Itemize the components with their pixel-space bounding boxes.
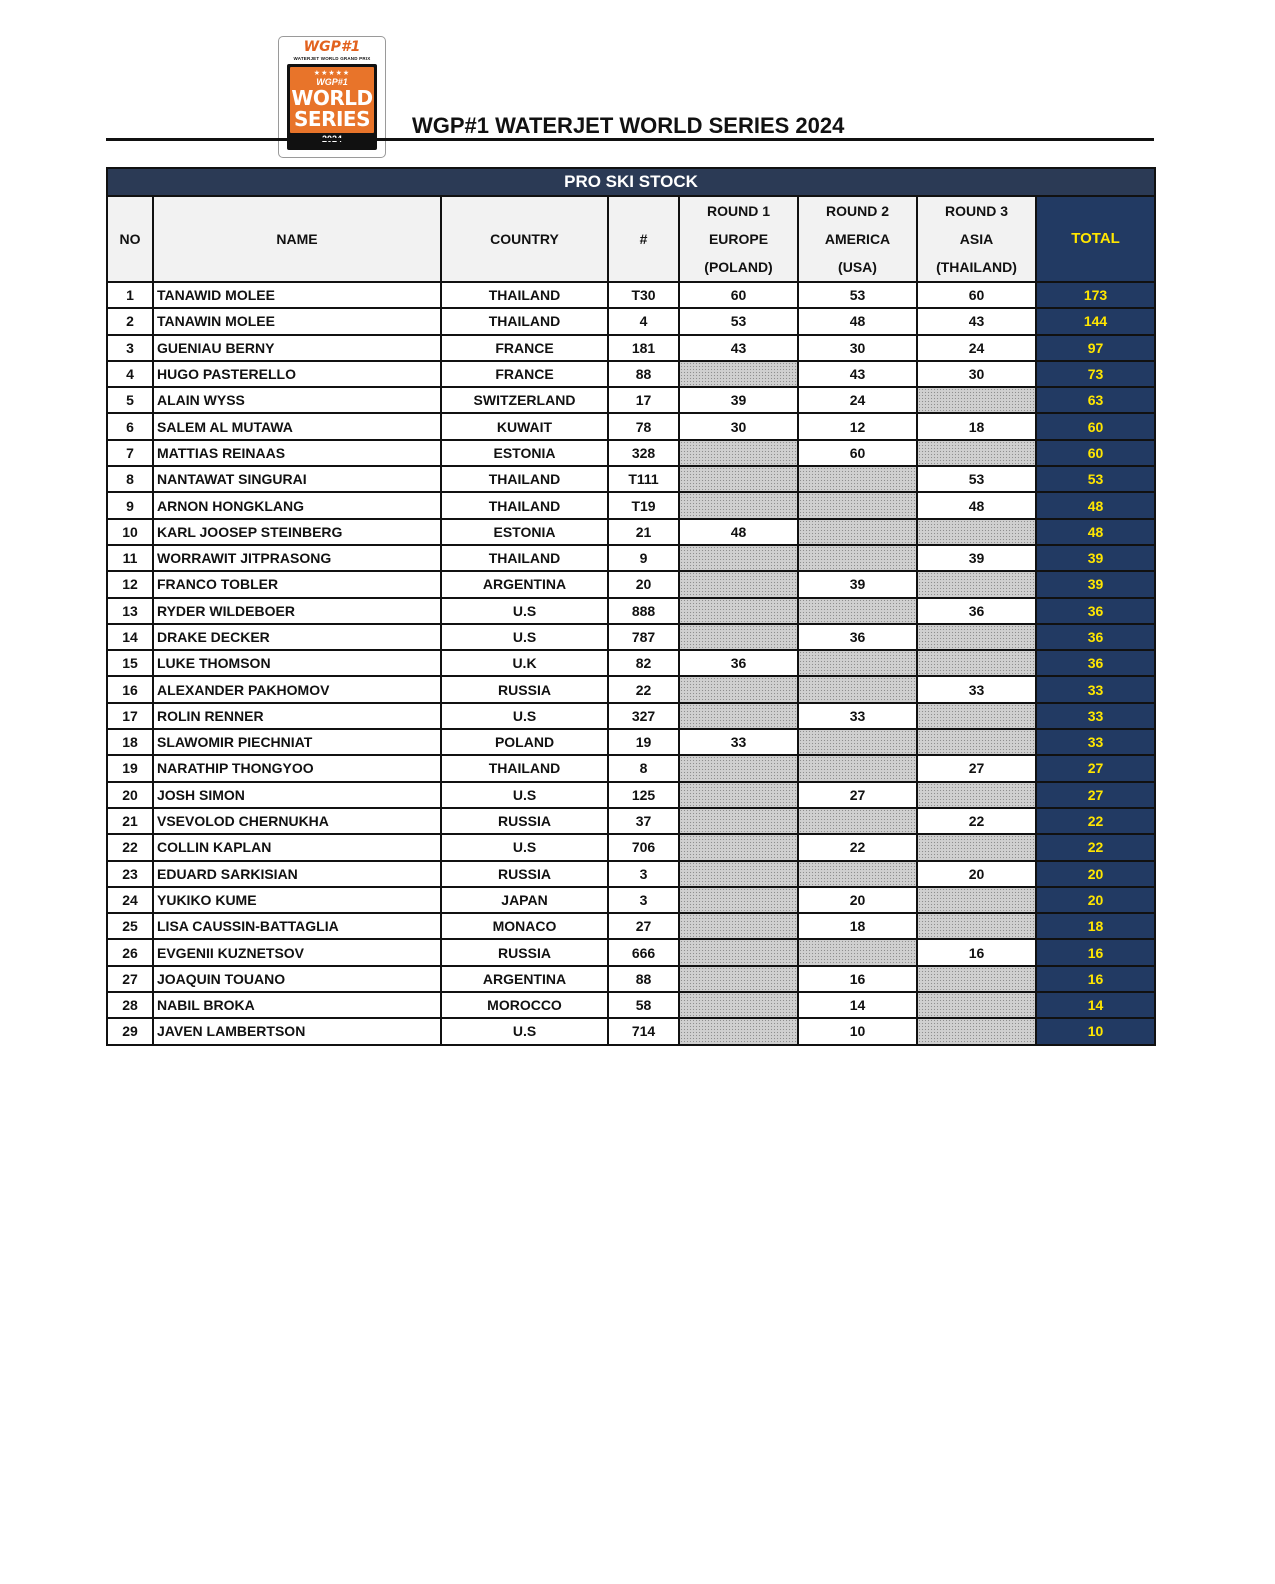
cell-race-number: 17 — [608, 387, 679, 413]
cell-round1-points — [679, 703, 798, 729]
logo-series-text: SERIES — [294, 107, 370, 131]
cell-country: THAILAND — [441, 492, 608, 518]
cell-rider-name: EVGENII KUZNETSOV — [153, 939, 441, 965]
cell-rider-name: VSEVOLOD CHERNUKHA — [153, 808, 441, 834]
cell-country: U.S — [441, 703, 608, 729]
logo-subtext: WATERJET WORLD GRAND PRIX — [293, 56, 371, 61]
cell-rider-name: LUKE THOMSON — [153, 650, 441, 676]
cell-round2-points: 16 — [798, 966, 917, 992]
table-row — [107, 913, 1155, 939]
table-row — [107, 1018, 1155, 1044]
cell-race-number: 78 — [608, 413, 679, 439]
cell-total-points: 33 — [1036, 703, 1155, 729]
cell-race-number: 22 — [608, 676, 679, 702]
cell-race-number: 327 — [608, 703, 679, 729]
header-name: NAME — [153, 196, 441, 282]
cell-position: 9 — [107, 492, 153, 518]
cell-race-number: 88 — [608, 361, 679, 387]
logo-world-text: WORLD — [291, 86, 373, 110]
header-round3-line3: (THAILAND) — [936, 259, 1017, 275]
cell-country: U.S — [441, 1018, 608, 1044]
header-round3 — [917, 196, 1036, 282]
cell-total-points: 36 — [1036, 650, 1155, 676]
cell-country: RUSSIA — [441, 676, 608, 702]
cell-round1-points — [679, 808, 798, 834]
cell-rider-name: RYDER WILDEBOER — [153, 598, 441, 624]
cell-rider-name: JOSH SIMON — [153, 782, 441, 808]
cell-round3-points — [917, 571, 1036, 597]
cell-country: ARGENTINA — [441, 571, 608, 597]
header-number: # — [608, 196, 679, 282]
cell-round1-points — [679, 887, 798, 913]
cell-rider-name: GUENIAU BERNY — [153, 335, 441, 361]
cell-country: ESTONIA — [441, 519, 608, 545]
cell-round3-points: 39 — [917, 545, 1036, 571]
cell-total-points: 27 — [1036, 755, 1155, 781]
cell-round1-points — [679, 571, 798, 597]
title-rule — [106, 138, 1154, 141]
cell-position: 10 — [107, 519, 153, 545]
cell-rider-name: ALEXANDER PAKHOMOV — [153, 676, 441, 702]
cell-race-number: 888 — [608, 598, 679, 624]
cell-round2-points — [798, 519, 917, 545]
table-row — [107, 650, 1155, 676]
cell-total-points: 22 — [1036, 834, 1155, 860]
cell-position: 23 — [107, 861, 153, 887]
cell-round3-points — [917, 387, 1036, 413]
standings-body — [107, 282, 1155, 1045]
cell-race-number: T19 — [608, 492, 679, 518]
header-round2-line2: AMERICA — [824, 231, 891, 247]
header-round1 — [679, 196, 798, 282]
cell-position: 17 — [107, 703, 153, 729]
table-row — [107, 413, 1155, 439]
cell-round3-points — [917, 729, 1036, 755]
cell-round2-points — [798, 676, 917, 702]
cell-round2-points: 30 — [798, 335, 917, 361]
logo-orange-panel — [290, 67, 374, 133]
cell-country: RUSSIA — [441, 939, 608, 965]
cell-position: 29 — [107, 1018, 153, 1044]
cell-round2-points — [798, 755, 917, 781]
cell-round3-points: 33 — [917, 676, 1036, 702]
cell-country: THAILAND — [441, 308, 608, 334]
cell-round3-points — [917, 913, 1036, 939]
cell-rider-name: HUGO PASTERELLO — [153, 361, 441, 387]
cell-round1-points — [679, 966, 798, 992]
cell-country: THAILAND — [441, 466, 608, 492]
cell-position: 28 — [107, 992, 153, 1018]
cell-round1-points: 33 — [679, 729, 798, 755]
cell-country: SWITZERLAND — [441, 387, 608, 413]
cell-country: THAILAND — [441, 282, 608, 308]
cell-total-points: 73 — [1036, 361, 1155, 387]
cell-country: MONACO — [441, 913, 608, 939]
cell-round2-points — [798, 939, 917, 965]
cell-race-number: 4 — [608, 308, 679, 334]
cell-round3-points: 22 — [917, 808, 1036, 834]
cell-rider-name: YUKIKO KUME — [153, 887, 441, 913]
cell-round1-points — [679, 440, 798, 466]
cell-round3-points — [917, 834, 1036, 860]
cell-round3-points: 24 — [917, 335, 1036, 361]
table-row — [107, 598, 1155, 624]
cell-country: U.S — [441, 624, 608, 650]
cell-round1-points — [679, 624, 798, 650]
cell-round3-points: 48 — [917, 492, 1036, 518]
header-round3-line1: ROUND 3 — [944, 203, 1008, 219]
table-row — [107, 440, 1155, 466]
cell-total-points: 16 — [1036, 966, 1155, 992]
cell-round2-points: 39 — [798, 571, 917, 597]
cell-position: 15 — [107, 650, 153, 676]
cell-total-points: 173 — [1036, 282, 1155, 308]
cell-country: ESTONIA — [441, 440, 608, 466]
cell-rider-name: TANAWIN MOLEE — [153, 308, 441, 334]
cell-round1-points — [679, 834, 798, 860]
cell-round2-points: 12 — [798, 413, 917, 439]
cell-total-points: 36 — [1036, 624, 1155, 650]
header-round3-line2: ASIA — [959, 231, 994, 247]
cell-total-points: 33 — [1036, 729, 1155, 755]
cell-total-points: 39 — [1036, 571, 1155, 597]
cell-rider-name: JAVEN LAMBERTSON — [153, 1018, 441, 1044]
cell-round2-points — [798, 598, 917, 624]
cell-round2-points: 20 — [798, 887, 917, 913]
cell-round3-points — [917, 624, 1036, 650]
cell-round2-points: 43 — [798, 361, 917, 387]
cell-round3-points — [917, 966, 1036, 992]
class-banner-row — [107, 168, 1155, 196]
cell-race-number: T111 — [608, 466, 679, 492]
cell-position: 27 — [107, 966, 153, 992]
cell-rider-name: NARATHIP THONGYOO — [153, 755, 441, 781]
cell-race-number: 787 — [608, 624, 679, 650]
table-row — [107, 624, 1155, 650]
table-row — [107, 755, 1155, 781]
cell-rider-name: MATTIAS REINAAS — [153, 440, 441, 466]
cell-country: THAILAND — [441, 755, 608, 781]
header-round2-line3: (USA) — [838, 259, 877, 275]
cell-position: 25 — [107, 913, 153, 939]
cell-round1-points — [679, 992, 798, 1018]
cell-round1-points — [679, 545, 798, 571]
cell-round1-points: 36 — [679, 650, 798, 676]
logo-mini-text: WGP#1 — [316, 77, 348, 87]
cell-rider-name: LISA CAUSSIN-BATTAGLIA — [153, 913, 441, 939]
cell-position: 4 — [107, 361, 153, 387]
header-round2-line1: ROUND 2 — [825, 203, 889, 219]
cell-position: 1 — [107, 282, 153, 308]
cell-country: RUSSIA — [441, 808, 608, 834]
cell-rider-name: DRAKE DECKER — [153, 624, 441, 650]
cell-round3-points — [917, 440, 1036, 466]
cell-rider-name: COLLIN KAPLAN — [153, 834, 441, 860]
cell-country: ARGENTINA — [441, 966, 608, 992]
cell-rider-name: NABIL BROKA — [153, 992, 441, 1018]
cell-rider-name: ALAIN WYSS — [153, 387, 441, 413]
cell-round2-points — [798, 729, 917, 755]
cell-race-number: 125 — [608, 782, 679, 808]
cell-race-number: 82 — [608, 650, 679, 676]
cell-round1-points: 48 — [679, 519, 798, 545]
cell-round2-points — [798, 466, 917, 492]
cell-total-points: 48 — [1036, 492, 1155, 518]
cell-round3-points — [917, 519, 1036, 545]
cell-position: 16 — [107, 676, 153, 702]
wgp-mark — [287, 41, 377, 61]
cell-round1-points: 43 — [679, 335, 798, 361]
cell-rider-name: FRANCO TOBLER — [153, 571, 441, 597]
table-row — [107, 492, 1155, 518]
cell-country: U.S — [441, 782, 608, 808]
cell-round1-points — [679, 755, 798, 781]
table-row — [107, 676, 1155, 702]
cell-round2-points: 10 — [798, 1018, 917, 1044]
cell-race-number: 21 — [608, 519, 679, 545]
cell-rider-name: ROLIN RENNER — [153, 703, 441, 729]
cell-round3-points — [917, 992, 1036, 1018]
cell-round2-points: 53 — [798, 282, 917, 308]
cell-total-points: 63 — [1036, 387, 1155, 413]
cell-position: 6 — [107, 413, 153, 439]
cell-round3-points: 27 — [917, 755, 1036, 781]
cell-race-number: T30 — [608, 282, 679, 308]
cell-round1-points — [679, 492, 798, 518]
cell-rider-name: TANAWID MOLEE — [153, 282, 441, 308]
table-row — [107, 808, 1155, 834]
header-round1-line2: EUROPE — [708, 231, 769, 247]
cell-country: U.S — [441, 598, 608, 624]
cell-total-points: 39 — [1036, 545, 1155, 571]
cell-rider-name: SLAWOMIR PIECHNIAT — [153, 729, 441, 755]
cell-round3-points: 20 — [917, 861, 1036, 887]
cell-round3-points — [917, 1018, 1036, 1044]
cell-round3-points — [917, 703, 1036, 729]
cell-round1-points: 30 — [679, 413, 798, 439]
page-title: WGP#1 WATERJET WORLD SERIES 2024 — [412, 113, 845, 138]
cell-round2-points: 36 — [798, 624, 917, 650]
cell-round2-points: 27 — [798, 782, 917, 808]
cell-round2-points — [798, 808, 917, 834]
cell-rider-name: WORRAWIT JITPRASONG — [153, 545, 441, 571]
cell-total-points: 144 — [1036, 308, 1155, 334]
table-row — [107, 939, 1155, 965]
cell-round2-points — [798, 861, 917, 887]
cell-round3-points — [917, 650, 1036, 676]
cell-round3-points — [917, 887, 1036, 913]
cell-position: 19 — [107, 755, 153, 781]
cell-total-points: 97 — [1036, 335, 1155, 361]
cell-country: U.K — [441, 650, 608, 676]
cell-round1-points — [679, 361, 798, 387]
cell-position: 3 — [107, 335, 153, 361]
cell-round3-points — [917, 782, 1036, 808]
cell-total-points: 48 — [1036, 519, 1155, 545]
header-round2 — [798, 196, 917, 282]
cell-round2-points: 33 — [798, 703, 917, 729]
cell-round3-points: 36 — [917, 598, 1036, 624]
cell-total-points: 20 — [1036, 887, 1155, 913]
cell-round2-points: 48 — [798, 308, 917, 334]
cell-round3-points: 43 — [917, 308, 1036, 334]
cell-position: 21 — [107, 808, 153, 834]
cell-round2-points: 18 — [798, 913, 917, 939]
cell-total-points: 22 — [1036, 808, 1155, 834]
cell-total-points: 33 — [1036, 676, 1155, 702]
table-row — [107, 861, 1155, 887]
cell-round1-points: 53 — [679, 308, 798, 334]
cell-position: 20 — [107, 782, 153, 808]
table-row — [107, 466, 1155, 492]
cell-country: MOROCCO — [441, 992, 608, 1018]
cell-country: FRANCE — [441, 335, 608, 361]
cell-country: KUWAIT — [441, 413, 608, 439]
cell-round1-points — [679, 676, 798, 702]
cell-round1-points — [679, 1018, 798, 1044]
cell-total-points: 16 — [1036, 939, 1155, 965]
cell-round2-points: 24 — [798, 387, 917, 413]
cell-round3-points: 30 — [917, 361, 1036, 387]
cell-round2-points: 14 — [798, 992, 917, 1018]
cell-rider-name: EDUARD SARKISIAN — [153, 861, 441, 887]
cell-round3-points: 16 — [917, 939, 1036, 965]
cell-country: RUSSIA — [441, 861, 608, 887]
table-row — [107, 703, 1155, 729]
cell-total-points: 60 — [1036, 440, 1155, 466]
cell-rider-name: NANTAWAT SINGURAI — [153, 466, 441, 492]
cell-race-number: 58 — [608, 992, 679, 1018]
cell-round1-points — [679, 466, 798, 492]
cell-position: 14 — [107, 624, 153, 650]
cell-position: 22 — [107, 834, 153, 860]
cell-round2-points: 22 — [798, 834, 917, 860]
cell-race-number: 8 — [608, 755, 679, 781]
cell-rider-name: KARL JOOSEP STEINBERG — [153, 519, 441, 545]
cell-position: 18 — [107, 729, 153, 755]
cell-country: THAILAND — [441, 545, 608, 571]
table-row — [107, 966, 1155, 992]
class-title: PRO SKI STOCK — [107, 168, 1155, 196]
cell-round1-points — [679, 913, 798, 939]
cell-round1-points — [679, 861, 798, 887]
cell-race-number: 714 — [608, 1018, 679, 1044]
header-total: TOTAL — [1036, 196, 1155, 282]
cell-position: 8 — [107, 466, 153, 492]
cell-total-points: 60 — [1036, 413, 1155, 439]
header-no: NO — [107, 196, 153, 282]
cell-race-number: 181 — [608, 335, 679, 361]
table-row — [107, 729, 1155, 755]
cell-race-number: 3 — [608, 861, 679, 887]
cell-race-number: 666 — [608, 939, 679, 965]
cell-total-points: 14 — [1036, 992, 1155, 1018]
table-row — [107, 992, 1155, 1018]
cell-race-number: 706 — [608, 834, 679, 860]
cell-race-number: 20 — [608, 571, 679, 597]
cell-position: 12 — [107, 571, 153, 597]
cell-race-number: 328 — [608, 440, 679, 466]
cell-country: JAPAN — [441, 887, 608, 913]
header-round1-line1: ROUND 1 — [706, 203, 770, 219]
cell-round3-points: 53 — [917, 466, 1036, 492]
cell-total-points: 10 — [1036, 1018, 1155, 1044]
standings-table — [106, 167, 1156, 1046]
cell-total-points: 53 — [1036, 466, 1155, 492]
cell-country: FRANCE — [441, 361, 608, 387]
cell-round3-points: 18 — [917, 413, 1036, 439]
cell-country: U.S — [441, 834, 608, 860]
table-row — [107, 308, 1155, 334]
cell-race-number: 19 — [608, 729, 679, 755]
cell-race-number: 27 — [608, 913, 679, 939]
cell-position: 11 — [107, 545, 153, 571]
cell-position: 26 — [107, 939, 153, 965]
cell-total-points: 20 — [1036, 861, 1155, 887]
table-row — [107, 335, 1155, 361]
cell-round2-points: 60 — [798, 440, 917, 466]
table-row — [107, 834, 1155, 860]
table-row — [107, 519, 1155, 545]
cell-total-points: 18 — [1036, 913, 1155, 939]
header-row — [107, 196, 1155, 282]
cell-round2-points — [798, 492, 917, 518]
cell-round1-points — [679, 939, 798, 965]
table-row — [107, 387, 1155, 413]
cell-round3-points: 60 — [917, 282, 1036, 308]
logo-stars: ★★★★★ — [313, 70, 351, 77]
cell-country: POLAND — [441, 729, 608, 755]
cell-round1-points: 60 — [679, 282, 798, 308]
cell-race-number: 3 — [608, 887, 679, 913]
cell-rider-name: SALEM AL MUTAWA — [153, 413, 441, 439]
cell-race-number: 88 — [608, 966, 679, 992]
cell-round1-points: 39 — [679, 387, 798, 413]
table-row — [107, 887, 1155, 913]
cell-position: 2 — [107, 308, 153, 334]
cell-round2-points — [798, 545, 917, 571]
cell-position: 5 — [107, 387, 153, 413]
logo-wgp-text: WGP#1 — [303, 39, 361, 55]
cell-round2-points — [798, 650, 917, 676]
cell-position: 7 — [107, 440, 153, 466]
cell-round1-points — [679, 782, 798, 808]
table-row — [107, 361, 1155, 387]
table-row — [107, 282, 1155, 308]
cell-total-points: 27 — [1036, 782, 1155, 808]
header-country: COUNTRY — [441, 196, 608, 282]
cell-rider-name: JOAQUIN TOUANO — [153, 966, 441, 992]
cell-race-number: 9 — [608, 545, 679, 571]
table-row — [107, 545, 1155, 571]
table-row — [107, 571, 1155, 597]
cell-position: 13 — [107, 598, 153, 624]
cell-race-number: 37 — [608, 808, 679, 834]
cell-position: 24 — [107, 887, 153, 913]
cell-round1-points — [679, 598, 798, 624]
header-round1-line3: (POLAND) — [704, 259, 773, 275]
table-row — [107, 782, 1155, 808]
cell-rider-name: ARNON HONGKLANG — [153, 492, 441, 518]
cell-total-points: 36 — [1036, 598, 1155, 624]
